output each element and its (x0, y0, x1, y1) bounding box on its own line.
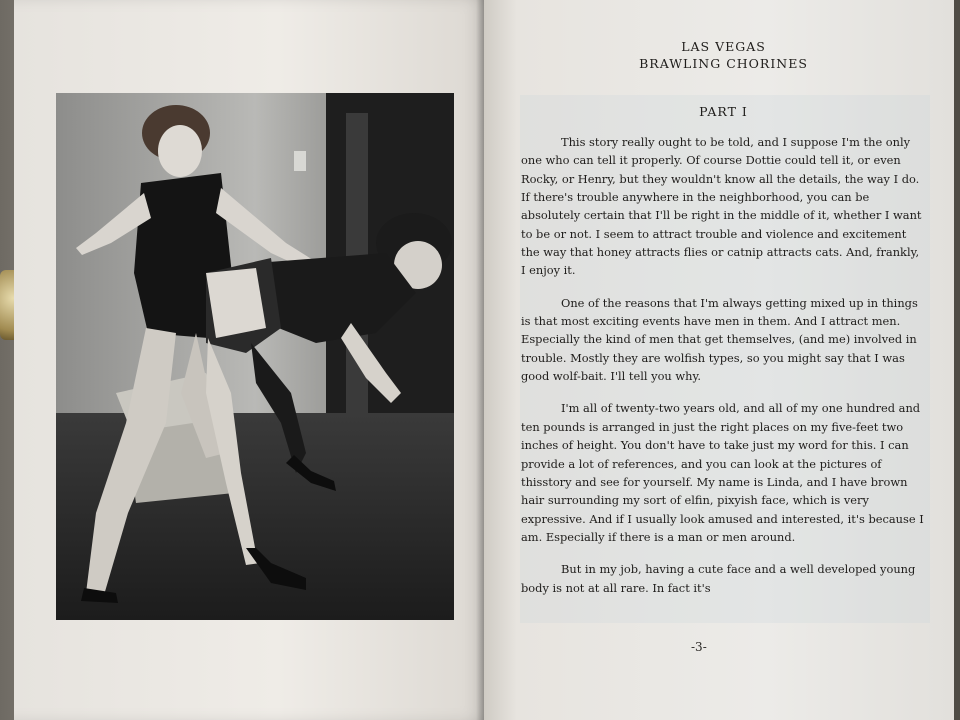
story-text-block (521, 38, 926, 611)
story-title-line-1: LAS VEGAS (681, 39, 766, 54)
paragraph-3: I'm all of twenty-two years old, and all of my one hundred and ten pounds is arranged in just the right places on my five-feet two inches of height. You don't have to take just my word for this. I can provide a lot of references, and you can look at the pictures of thisstory and see for yourself. My name is Linda, and I have brown hair surrounding my sort of elfin, pixyish face, which is very expressive. And if I usually look amused and interested, it's because I am. Especially if there is a man or men around. (521, 401, 924, 544)
paragraph-2: One of the reasons that I'm always getting mixed up in things is that most exciting events have men in them. And I attract men. Especially the kind of men that get themselves, (and me) involved in trouble. Mostly they are wolfish types, so you might say that I was good wolf-bait. I'll tell you why. (521, 295, 918, 384)
photograph-illustration (56, 93, 454, 620)
story-title-line-2: BRAWLING CHORINES (639, 56, 808, 71)
paragraph-4: But in my job, having a cute face and a well developed young body is not at all rare. In fact it's (521, 562, 916, 595)
page-number: -3- (691, 640, 707, 654)
paragraph-1: This story really ought to be told, and I suppose I'm the only one who can tell it properly. Of course Dottie could tell it, or even Rocky, or Henry, but they wouldn't know all the details, the way I do. If there's trouble anywhere in the neighborhood, you can be absolutely certain that I'll be right in the middle of it, whether I want to be or not. I seem to attract trouble and violence and excitement the way that honey attracts flies or catnip attracts cats. And, frankly, I enjoy it. (521, 135, 922, 278)
photograph (56, 93, 454, 620)
left-page (14, 0, 492, 720)
part-heading: PART I (699, 104, 748, 119)
